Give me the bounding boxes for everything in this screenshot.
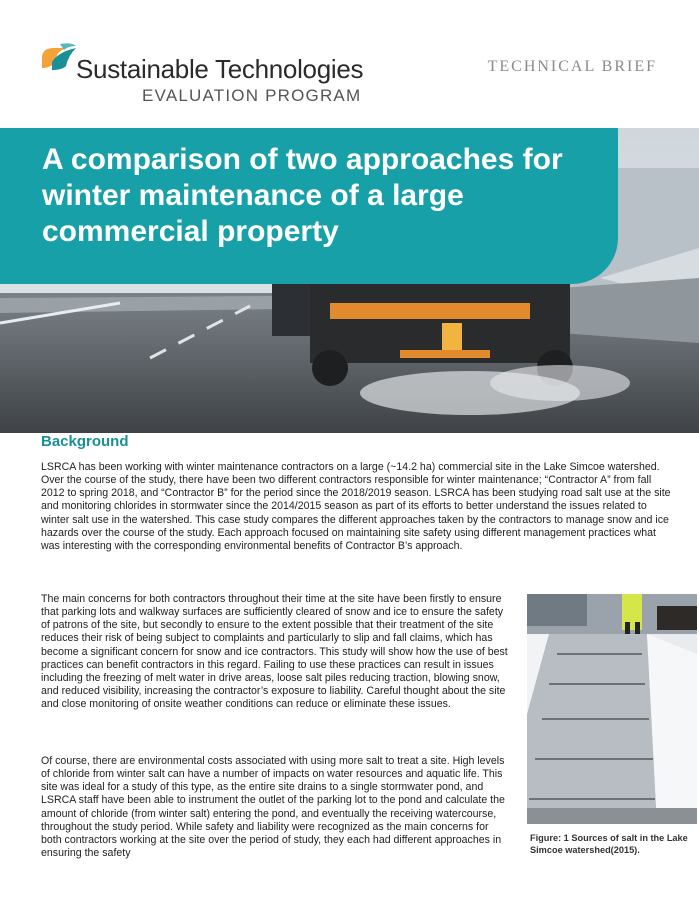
page-header	[0, 0, 699, 135]
logo-title: Sustainable Technologies	[76, 54, 364, 84]
paragraph-2: The main concerns for both contractors throughout their time at the site have been firstly to ensure that parking lots and walkway surfaces are sufficiently cleared of snow and ice to ensure the safety of patrons of the site, but secondly to ensure to the extent possible that their treatment of the site reduces their risk of being subject to complaints and particularly to slip and fall claims, which has become a significant concern for snow and ice contractors. This study will show how the use of best practices can benefit contractors in this regard. Failing to use these practices can result in issues including the freezing of melt water in drive areas, loose salt piles reducing traction, blowing snow, and reduced visibility, increasing the contractor’s exposure to liability. Careful thought about the site and close monitoring of onsite weather conditions can reduce or eliminate these issues.	[41, 593, 508, 711]
sustainable-technologies-logo-icon	[38, 40, 78, 76]
document-type-label: TECHNICAL BRIEF	[487, 58, 657, 75]
paragraph-1: LSRCA has been working with winter maintenance contractors on a large (~14.2 ha) commercial site in the Lake Simcoe watershed. Over the course of the study, there have been two different contractors responsible for winter maintenance; “Contractor A” from fall 2012 to spring 2018, and “Contractor B” for the period since the 2018/2019 season. LSRCA has been studying road salt use at the site and monitoring chlorides in stormwater since the 2014/2015 season as part of its efforts to better understand the issues related to winter salt use in the watershed. This case study compares the different approaches taken by the contractors to manage snow and ice hazards over the course of the study. Each approach focused on maintaining site safety using different management practices what was interesting with the corresponding environmental benefits of Contractor B’s approach.	[41, 461, 671, 552]
paragraph-3: Of course, there are environmental costs associated with using more salt to treat a site. High levels of chloride from winter salt can have a number of impacts on water resources and aquatic life. This site was ideal for a study of this type, as the entire site drains to a single stormwater pond, and LSRCA staff have been able to instrument the outlet of the parking lot to the pond and calculate the amount of chloride (from winter salt) entering the pond, and eventually the receiving watercourse, throughout the study period. While safety and liability were recognized as the main concerns for both contractors working at the site over the period of study, they each had different approaches in ensuring the safety	[41, 755, 505, 860]
figure-caption: Figure: 1 Sources of salt in the Lake Simcoe watershed(2015).	[530, 833, 688, 855]
section-heading-background: Background	[41, 433, 129, 450]
logo-subtitle: EVALUATION PROGRAM	[142, 86, 362, 105]
figure-photo	[527, 594, 697, 824]
document-title: A comparison of two approaches for winter maintenance of a large commercial property	[42, 143, 563, 248]
